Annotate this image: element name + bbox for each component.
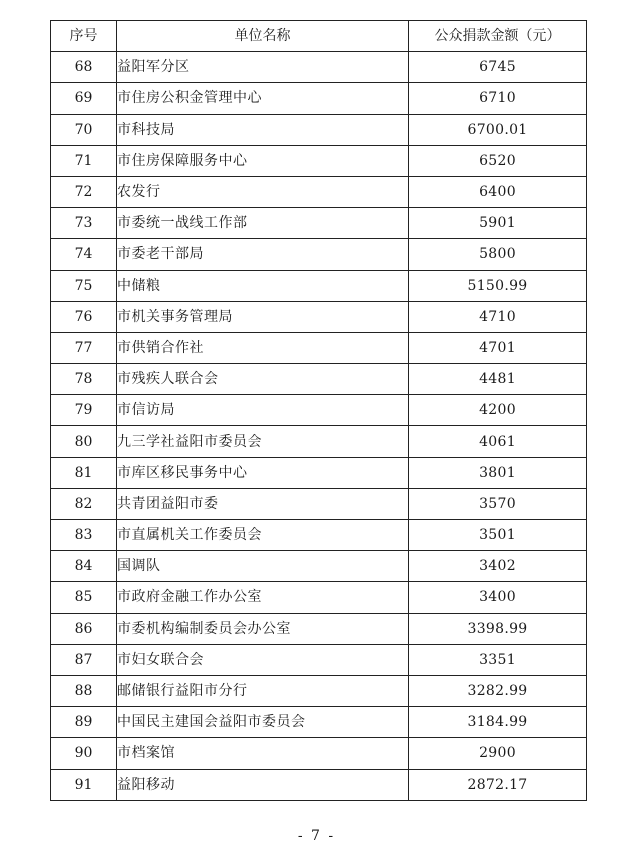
row-donation-amount: 3402 bbox=[409, 551, 587, 582]
row-donation-amount: 6400 bbox=[409, 176, 587, 207]
row-seq: 84 bbox=[51, 551, 117, 582]
row-seq: 75 bbox=[51, 270, 117, 301]
header-seq: 序号 bbox=[51, 21, 117, 52]
table-row bbox=[51, 644, 587, 675]
row-seq: 82 bbox=[51, 488, 117, 519]
row-seq: 79 bbox=[51, 395, 117, 426]
row-unit-name: 市库区移民事务中心 bbox=[117, 457, 409, 488]
row-seq: 73 bbox=[51, 208, 117, 239]
row-unit-name: 中国民主建国会益阳市委员会 bbox=[117, 707, 409, 738]
table-row bbox=[51, 738, 587, 769]
row-unit-name: 市直属机关工作委员会 bbox=[117, 520, 409, 551]
table-body bbox=[51, 52, 587, 801]
row-seq: 69 bbox=[51, 83, 117, 114]
row-unit-name: 市委机构编制委员会办公室 bbox=[117, 613, 409, 644]
row-donation-amount: 6520 bbox=[409, 145, 587, 176]
row-unit-name: 农发行 bbox=[117, 176, 409, 207]
row-donation-amount: 3570 bbox=[409, 488, 587, 519]
row-donation-amount: 3398.99 bbox=[409, 613, 587, 644]
row-unit-name: 九三学社益阳市委员会 bbox=[117, 426, 409, 457]
row-unit-name: 市妇女联合会 bbox=[117, 644, 409, 675]
table-row bbox=[51, 145, 587, 176]
row-unit-name: 市委统一战线工作部 bbox=[117, 208, 409, 239]
row-donation-amount: 4710 bbox=[409, 301, 587, 332]
row-unit-name: 邮储银行益阳市分行 bbox=[117, 675, 409, 706]
row-seq: 81 bbox=[51, 457, 117, 488]
row-unit-name: 共青团益阳市委 bbox=[117, 488, 409, 519]
row-seq: 68 bbox=[51, 52, 117, 83]
row-seq: 86 bbox=[51, 613, 117, 644]
row-seq: 80 bbox=[51, 426, 117, 457]
row-seq: 70 bbox=[51, 114, 117, 145]
row-unit-name: 市残疾人联合会 bbox=[117, 364, 409, 395]
row-unit-name: 市科技局 bbox=[117, 114, 409, 145]
row-donation-amount: 4200 bbox=[409, 395, 587, 426]
row-seq: 76 bbox=[51, 301, 117, 332]
table-row bbox=[51, 239, 587, 270]
table-row bbox=[51, 208, 587, 239]
row-unit-name: 益阳移动 bbox=[117, 769, 409, 800]
row-donation-amount: 4701 bbox=[409, 332, 587, 363]
page-number: - 7 - bbox=[297, 828, 336, 844]
row-seq: 91 bbox=[51, 769, 117, 800]
row-donation-amount: 2900 bbox=[409, 738, 587, 769]
row-donation-amount: 3184.99 bbox=[409, 707, 587, 738]
table-row bbox=[51, 52, 587, 83]
row-unit-name: 市住房保障服务中心 bbox=[117, 145, 409, 176]
table-row bbox=[51, 83, 587, 114]
table-row bbox=[51, 582, 587, 613]
row-donation-amount: 5901 bbox=[409, 208, 587, 239]
row-unit-name: 市政府金融工作办公室 bbox=[117, 582, 409, 613]
row-unit-name: 市档案馆 bbox=[117, 738, 409, 769]
table-row bbox=[51, 551, 587, 582]
table-row bbox=[51, 395, 587, 426]
row-seq: 90 bbox=[51, 738, 117, 769]
row-unit-name: 中储粮 bbox=[117, 270, 409, 301]
table-row bbox=[51, 675, 587, 706]
row-donation-amount: 5150.99 bbox=[409, 270, 587, 301]
row-seq: 88 bbox=[51, 675, 117, 706]
table-row bbox=[51, 332, 587, 363]
table-row bbox=[51, 613, 587, 644]
row-seq: 89 bbox=[51, 707, 117, 738]
table-header-row bbox=[51, 21, 587, 52]
row-seq: 87 bbox=[51, 644, 117, 675]
row-unit-name: 市住房公积金管理中心 bbox=[117, 83, 409, 114]
row-unit-name: 市机关事务管理局 bbox=[117, 301, 409, 332]
row-donation-amount: 6745 bbox=[409, 52, 587, 83]
row-donation-amount: 3351 bbox=[409, 644, 587, 675]
row-unit-name: 益阳军分区 bbox=[117, 52, 409, 83]
row-seq: 85 bbox=[51, 582, 117, 613]
header-unit-name: 单位名称 bbox=[117, 21, 409, 52]
table-row bbox=[51, 364, 587, 395]
row-donation-amount: 4061 bbox=[409, 426, 587, 457]
table-row bbox=[51, 488, 587, 519]
row-donation-amount: 6710 bbox=[409, 83, 587, 114]
row-unit-name: 国调队 bbox=[117, 551, 409, 582]
table-row bbox=[51, 270, 587, 301]
row-donation-amount: 2872.17 bbox=[409, 769, 587, 800]
table-row bbox=[51, 426, 587, 457]
row-seq: 72 bbox=[51, 176, 117, 207]
table-row bbox=[51, 520, 587, 551]
row-donation-amount: 4481 bbox=[409, 364, 587, 395]
row-donation-amount: 5800 bbox=[409, 239, 587, 270]
row-unit-name: 市委老干部局 bbox=[117, 239, 409, 270]
row-seq: 71 bbox=[51, 145, 117, 176]
row-seq: 77 bbox=[51, 332, 117, 363]
table-row bbox=[51, 114, 587, 145]
row-seq: 78 bbox=[51, 364, 117, 395]
row-unit-name: 市供销合作社 bbox=[117, 332, 409, 363]
row-donation-amount: 6700.01 bbox=[409, 114, 587, 145]
row-donation-amount: 3400 bbox=[409, 582, 587, 613]
row-donation-amount: 3282.99 bbox=[409, 675, 587, 706]
row-donation-amount: 3801 bbox=[409, 457, 587, 488]
row-seq: 74 bbox=[51, 239, 117, 270]
row-donation-amount: 3501 bbox=[409, 520, 587, 551]
header-donation-amount: 公众捐款金额（元） bbox=[409, 21, 587, 52]
table-row bbox=[51, 707, 587, 738]
table-row bbox=[51, 301, 587, 332]
table-row bbox=[51, 457, 587, 488]
table-row bbox=[51, 176, 587, 207]
donation-table bbox=[50, 20, 587, 801]
table-row bbox=[51, 769, 587, 800]
row-unit-name: 市信访局 bbox=[117, 395, 409, 426]
row-seq: 83 bbox=[51, 520, 117, 551]
